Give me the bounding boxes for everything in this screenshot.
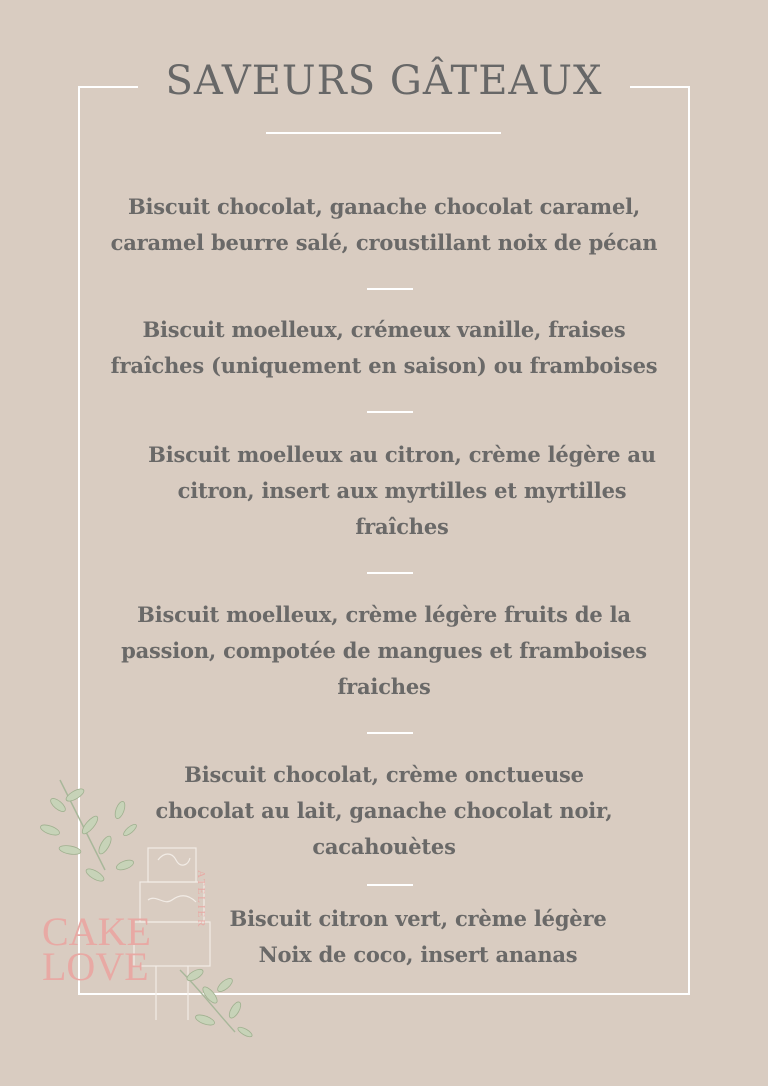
- flavor-item-5: Biscuit chocolat, crème onctueuse chocolat au lait, ganache chocolat noir, cacahouètes: [155, 762, 613, 859]
- flavor-divider: [367, 288, 413, 290]
- leaf-branch-icon: [39, 780, 138, 883]
- leaf-branch-icon: [180, 967, 253, 1039]
- flavor-divider: [367, 411, 413, 413]
- flavor-item-6: Biscuit citron vert, crème légère Noix de coco, insert ananas: [229, 906, 607, 967]
- flavor-divider: [367, 884, 413, 886]
- title-divider: [266, 132, 501, 134]
- logo-side-text: ATELIER: [195, 870, 207, 929]
- flavor-item-1: Biscuit chocolat, ganache chocolat caramel, caramel beurre salé, croustillant noix de pécan: [110, 194, 658, 255]
- flavor-divider: [367, 572, 413, 574]
- logo-love-text: LOVE: [42, 944, 149, 989]
- flavor-item-4: Biscuit moelleux, crème légère fruits de la passion, compotée de mangues et framboises fraiches: [121, 602, 647, 699]
- cake-love-logo: [30, 770, 260, 1050]
- flavor-item-2: Biscuit moelleux, crémeux vanille, fraises fraîches (uniquement en saison) ou framboises: [110, 317, 658, 378]
- flavor-item-3: Biscuit moelleux au citron, crème légère au citron, insert aux myrtilles et myrtilles fraîches: [148, 442, 656, 539]
- page-title: SAVEURS GÂTEAUX: [165, 58, 603, 104]
- logo-cake-text: CAKE: [42, 909, 151, 954]
- flavor-divider: [367, 732, 413, 734]
